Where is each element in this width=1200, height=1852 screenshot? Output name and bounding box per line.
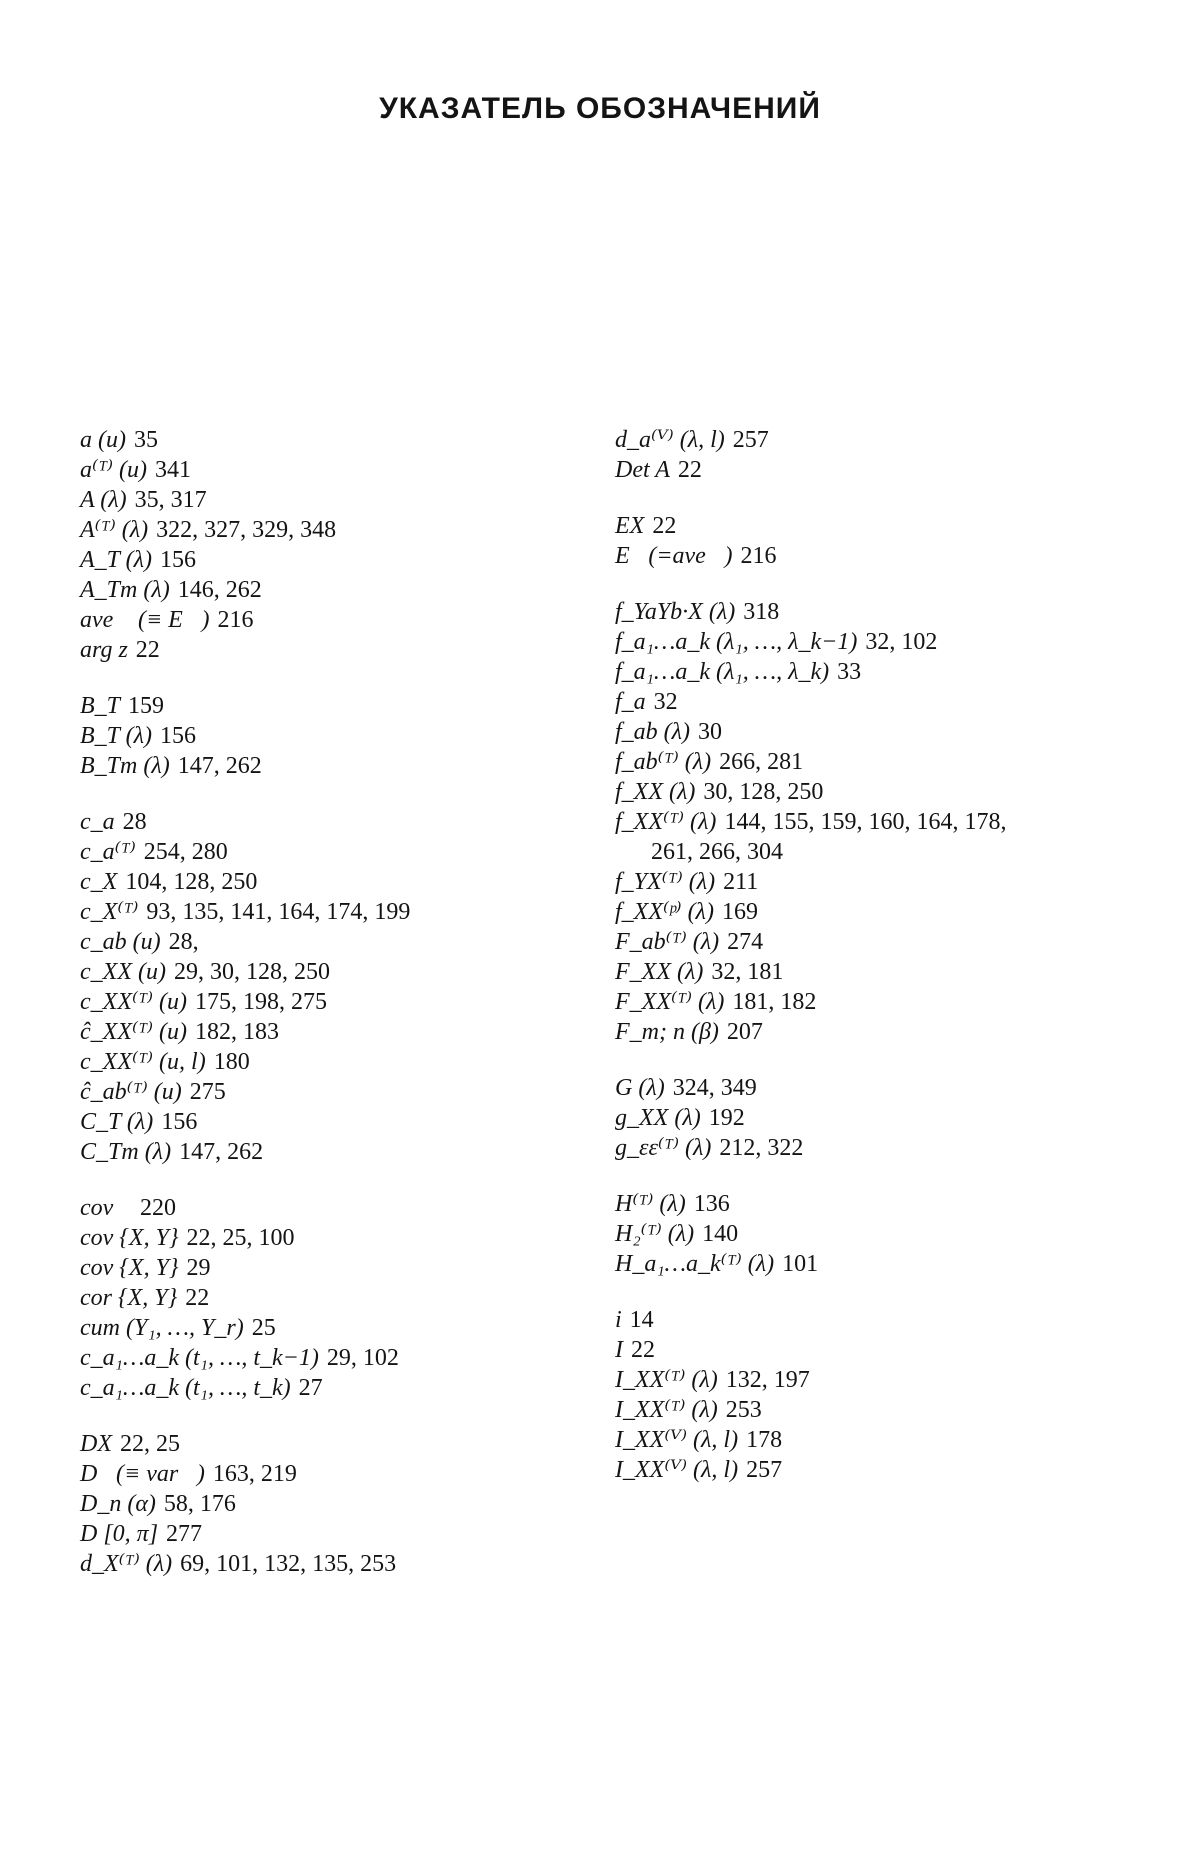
entry-pages: 178	[746, 1427, 783, 1453]
index-entry	[615, 717, 1165, 747]
entry-symbol: a⁽ᵀ⁾ (u)	[80, 457, 148, 483]
entry-pages: 22	[185, 1285, 210, 1311]
entry-symbol: F_m; n (β)	[615, 1019, 719, 1045]
entry-pages: 253	[725, 1397, 762, 1423]
entry-symbol: F_XX (λ)	[615, 959, 704, 985]
index-entry	[80, 987, 580, 1017]
index-group	[80, 425, 580, 665]
index-entry	[80, 545, 580, 575]
index-entry	[80, 837, 580, 867]
entry-pages: 69, 101, 132, 135, 253	[180, 1551, 397, 1577]
entry-pages: 192	[708, 1105, 745, 1131]
entry-pages: 277	[166, 1521, 203, 1547]
entry-symbol: c_a₁…a_k (t₁, …, t_k)	[80, 1375, 291, 1401]
index-group	[615, 1189, 1165, 1279]
entry-symbol: A⁽ᵀ⁾ (λ)	[80, 517, 149, 543]
entry-pages: 156	[159, 723, 196, 749]
index-group	[615, 1305, 1165, 1485]
entry-pages: 216	[740, 543, 777, 569]
index-group	[615, 1073, 1165, 1163]
entry-symbol: E⃗(=ave⃗)	[615, 543, 733, 569]
entry-symbol: I_XX⁽ᵀ⁾ (λ)	[615, 1367, 718, 1393]
index-entry	[615, 1219, 1165, 1249]
entry-pages: 32, 181	[711, 959, 784, 985]
entry-symbol: g_εε⁽ᵀ⁾ (λ)	[615, 1135, 712, 1161]
index-group	[80, 691, 580, 781]
entry-symbol: c_a₁…a_k (t₁, …, t_k−1)	[80, 1345, 319, 1371]
entry-pages: 29	[186, 1255, 211, 1281]
index-entry	[80, 425, 580, 455]
entry-symbol: D⃗(≡ var⃗)	[80, 1461, 205, 1487]
index-entry	[80, 1137, 580, 1167]
entry-symbol: H_a₁…a_k⁽ᵀ⁾ (λ)	[615, 1251, 775, 1277]
index-entry	[80, 515, 580, 545]
entry-symbol: B_Tm (λ)	[80, 753, 170, 779]
index-entry	[615, 687, 1165, 717]
entry-pages: 212, 322	[719, 1135, 804, 1161]
entry-pages: 163, 219	[212, 1461, 297, 1487]
entry-symbol: G (λ)	[615, 1075, 665, 1101]
entry-pages: 181, 182	[732, 989, 817, 1015]
entry-pages: 104, 128, 250	[125, 869, 258, 895]
index-entry	[615, 1189, 1165, 1219]
index-entry	[80, 1283, 580, 1313]
index-entry	[80, 1489, 580, 1519]
index-entry	[80, 751, 580, 781]
entry-pages: 159	[128, 693, 165, 719]
index-entry	[80, 1519, 580, 1549]
entry-symbol: C_T (λ)	[80, 1109, 154, 1135]
index-entry	[80, 1193, 580, 1223]
index-entry	[80, 1313, 580, 1343]
entry-symbol: c_XX⁽ᵀ⁾ (u, l)	[80, 1049, 206, 1075]
entry-symbol: f_a₁…a_k (λ₁, …, λ_k−1)	[615, 629, 858, 655]
index-entry	[80, 485, 580, 515]
entry-pages: 29, 30, 128, 250	[173, 959, 330, 985]
entry-pages: 28,	[168, 929, 199, 955]
entry-symbol: f_YX⁽ᵀ⁾ (λ)	[615, 869, 716, 895]
index-entry	[615, 511, 1165, 541]
entry-pages: 257	[732, 427, 769, 453]
index-entry	[615, 867, 1165, 897]
entry-symbol: f_XX⁽ᵖ⁾ (λ)	[615, 899, 714, 925]
index-group	[80, 1429, 580, 1579]
entry-pages: 22	[135, 637, 160, 663]
index-entry	[615, 897, 1165, 927]
entry-symbol: H₂⁽ᵀ⁾ (λ)	[615, 1221, 695, 1247]
index-column-right	[615, 425, 1165, 1511]
entry-pages: 147, 262	[179, 1139, 264, 1165]
index-entry	[615, 1425, 1165, 1455]
entry-symbol: B_T	[80, 693, 121, 719]
index-entry	[615, 541, 1165, 571]
index-entry	[615, 627, 1165, 657]
entry-symbol: f_XX⁽ᵀ⁾ (λ)	[615, 809, 717, 835]
entry-symbol: f_a₁…a_k (λ₁, …, λ_k)	[615, 659, 830, 685]
entry-symbol: DX	[80, 1431, 112, 1457]
index-entry	[615, 1305, 1165, 1335]
entry-symbol: A_T (λ)	[80, 547, 152, 573]
entry-pages: 322, 327, 329, 348	[156, 517, 337, 543]
index-entry	[80, 1373, 580, 1403]
entry-pages: 182, 183	[195, 1019, 280, 1045]
entry-pages: 22, 25, 100	[186, 1225, 295, 1251]
entry-pages: 318	[743, 599, 780, 625]
entry-pages: 27	[298, 1375, 323, 1401]
entry-pages: 144, 155, 159, 160, 164, 178,	[724, 809, 1007, 835]
entry-pages: 33	[837, 659, 862, 685]
entry-pages: 147, 262	[177, 753, 262, 779]
page-title: УКАЗАТЕЛЬ ОБОЗНАЧЕНИЙ	[379, 92, 821, 126]
index-entry	[615, 1455, 1165, 1485]
entry-pages: 32, 102	[865, 629, 938, 655]
entry-symbol: F_ab⁽ᵀ⁾ (λ)	[615, 929, 720, 955]
entry-symbol: ĉ_XX⁽ᵀ⁾ (u)	[80, 1019, 188, 1045]
index-entry	[80, 691, 580, 721]
index-entry	[80, 1253, 580, 1283]
index-entry	[615, 657, 1165, 687]
entry-symbol: cov {X, Y}	[80, 1225, 179, 1251]
index-entry	[615, 425, 1165, 455]
index-entry	[80, 897, 580, 927]
index-column-left	[80, 425, 580, 1605]
index-entry	[615, 807, 1165, 837]
entry-pages: 257	[746, 1457, 783, 1483]
entry-symbol: f_XX (λ)	[615, 779, 696, 805]
entry-pages: 93, 135, 141, 164, 174, 199	[146, 899, 411, 925]
entry-symbol: f_YaYb·X (λ)	[615, 599, 736, 625]
entry-pages: 22	[631, 1337, 655, 1363]
entry-pages: 22	[677, 457, 702, 483]
entry-symbol: I_XX⁽ⱽ⁾ (λ, l)	[615, 1427, 739, 1453]
entry-pages: 156	[161, 1109, 198, 1135]
index-entry	[80, 1429, 580, 1459]
entry-symbol: A (λ)	[80, 487, 127, 513]
entry-pages: 140	[702, 1221, 739, 1247]
entry-pages: 324, 349	[672, 1075, 757, 1101]
index-entry	[80, 605, 580, 635]
entry-symbol: I	[615, 1337, 623, 1363]
entry-symbol: ĉ_ab⁽ᵀ⁾ (u)	[80, 1079, 182, 1105]
entry-symbol: c_XX⁽ᵀ⁾ (u)	[80, 989, 188, 1015]
entry-symbol: c_a⁽ᵀ⁾	[80, 839, 136, 865]
index-entry	[615, 1103, 1165, 1133]
index-entry	[615, 987, 1165, 1017]
entry-pages: 58, 176	[163, 1491, 236, 1517]
entry-pages: 30	[698, 719, 723, 745]
entry-symbol: D [0, π]	[80, 1521, 159, 1547]
index-entry	[80, 575, 580, 605]
index-entry	[80, 1107, 580, 1137]
index-entry	[615, 777, 1165, 807]
entry-symbol: EX	[615, 513, 645, 539]
entry-pages: 136	[693, 1191, 730, 1217]
index-entry	[615, 837, 1165, 867]
entry-pages: 28	[122, 809, 147, 835]
index-entry	[615, 1073, 1165, 1103]
index-entry	[615, 1395, 1165, 1425]
entry-pages: 254, 280	[143, 839, 228, 865]
entry-symbol: B_T (λ)	[80, 723, 152, 749]
entry-symbol: d_a⁽ⱽ⁾ (λ, l)	[615, 427, 725, 453]
entry-pages: 29, 102	[326, 1345, 399, 1371]
entry-symbol: H⁽ᵀ⁾ (λ)	[615, 1191, 686, 1217]
entry-pages: 156	[159, 547, 196, 573]
entry-pages: 175, 198, 275	[195, 989, 328, 1015]
entry-symbol: c_XX (u)	[80, 959, 166, 985]
entry-symbol: I_XX⁽ⱽ⁾ (λ, l)	[615, 1457, 739, 1483]
entry-pages: 35	[133, 427, 158, 453]
index-entry	[615, 1017, 1165, 1047]
index-entry	[80, 1047, 580, 1077]
entry-pages: 274	[727, 929, 764, 955]
index-entry	[615, 747, 1165, 777]
entry-symbol: f_ab (λ)	[615, 719, 691, 745]
index-entry	[615, 1249, 1165, 1279]
index-entry	[80, 721, 580, 751]
index-entry	[80, 635, 580, 665]
entry-pages: 35, 317	[134, 487, 207, 513]
index-entry	[615, 597, 1165, 627]
entry-symbol: cor {X, Y}	[80, 1285, 178, 1311]
index-entry	[615, 927, 1165, 957]
entry-pages: 211	[723, 869, 759, 895]
entry-symbol: arg z	[80, 637, 128, 663]
entry-symbol: F_XX⁽ᵀ⁾ (λ)	[615, 989, 725, 1015]
index-entry	[80, 1077, 580, 1107]
index-entry	[80, 1343, 580, 1373]
entry-pages: 14	[629, 1307, 654, 1333]
index-entry	[80, 927, 580, 957]
entry-pages: 261, 266, 304	[651, 839, 783, 865]
index-group	[615, 511, 1165, 571]
entry-pages: 216	[217, 607, 254, 633]
index-entry	[615, 455, 1165, 485]
entry-pages: 132, 197	[725, 1367, 810, 1393]
index-group	[80, 807, 580, 1167]
index-entry	[80, 807, 580, 837]
entry-symbol: g_XX (λ)	[615, 1105, 701, 1131]
index-group	[80, 1193, 580, 1403]
entry-pages: 146, 262	[177, 577, 262, 603]
entry-symbol: cov⃗	[80, 1195, 132, 1221]
index-entry	[80, 1459, 580, 1489]
entry-symbol: cum (Y₁, …, Y_r)	[80, 1315, 244, 1341]
entry-symbol: c_ab (u)	[80, 929, 161, 955]
entry-symbol: c_X	[80, 869, 118, 895]
index-entry	[80, 1223, 580, 1253]
entry-symbol: A_Tm (λ)	[80, 577, 170, 603]
entry-pages: 30, 128, 250	[703, 779, 824, 805]
entry-pages: 169	[721, 899, 758, 925]
index-entry	[80, 1549, 580, 1579]
entry-pages: 341	[155, 457, 192, 483]
entry-symbol: c_a	[80, 809, 115, 835]
entry-pages: 266, 281	[719, 749, 804, 775]
index-entry	[615, 1133, 1165, 1163]
entry-pages: 275	[189, 1079, 226, 1105]
entry-symbol: f_a	[615, 689, 646, 715]
entry-pages: 180	[213, 1049, 250, 1075]
index-entry	[615, 1365, 1165, 1395]
entry-pages: 22, 25	[120, 1431, 180, 1457]
index-group	[615, 425, 1165, 485]
entry-symbol: C_Tm (λ)	[80, 1139, 172, 1165]
index-entry	[80, 1017, 580, 1047]
entry-pages: 22	[652, 513, 677, 539]
entry-symbol: f_ab⁽ᵀ⁾ (λ)	[615, 749, 712, 775]
index-entry	[615, 957, 1165, 987]
index-entry	[80, 957, 580, 987]
entry-pages: 220	[139, 1195, 176, 1221]
entry-symbol: d_X⁽ᵀ⁾ (λ)	[80, 1551, 173, 1577]
entry-symbol: cov {X, Y}	[80, 1255, 179, 1281]
entry-pages: 101	[782, 1251, 819, 1277]
index-group	[615, 597, 1165, 1047]
entry-pages: 32	[653, 689, 678, 715]
index-entry	[80, 455, 580, 485]
entry-pages: 25	[251, 1315, 276, 1341]
entry-symbol: i	[615, 1307, 622, 1333]
entry-symbol: I_XX⁽ᵀ⁾ (λ)	[615, 1397, 718, 1423]
entry-symbol: D_n (α)	[80, 1491, 156, 1517]
entry-symbol: a (u)	[80, 427, 126, 453]
entry-pages: 207	[726, 1019, 763, 1045]
entry-symbol: Det A	[615, 457, 670, 483]
entry-symbol: ave⃗ (≡ E⃗)	[80, 607, 210, 633]
entry-symbol: c_X⁽ᵀ⁾	[80, 899, 139, 925]
index-entry	[80, 867, 580, 897]
index-entry	[615, 1335, 1165, 1365]
